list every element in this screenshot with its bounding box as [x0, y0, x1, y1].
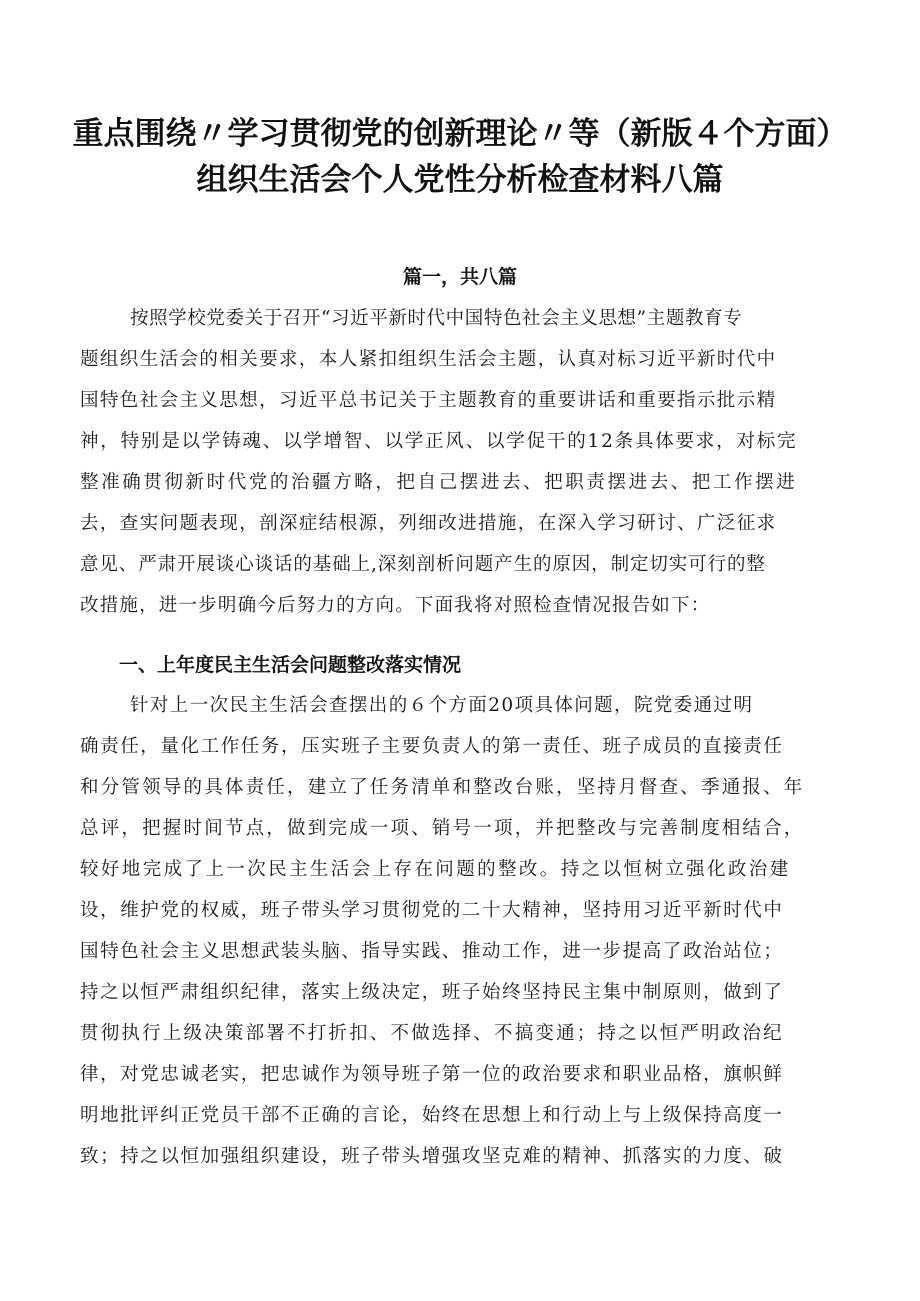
paragraph-1-line: 按照学校党委关于召开“习近平新时代中国特色社会主义思想”主题教育专 — [130, 308, 743, 329]
paragraph-2-line: 和分管领导的具体责任，建立了任务清单和整改台账，坚持月督查、季通报、年 — [80, 777, 805, 798]
document-title-line-1: 重点围绕〃学习贯彻党的创新理论〃等（新版４个方面） — [72, 116, 848, 152]
paragraph-1-line: 改措施，进一步明确今后努力的方向。下面我将对照检查情况报告如下： — [80, 595, 711, 616]
paragraph-2-line: 设，维护党的权威，班子带头学习贯彻党的二十大精神，坚持用习近平新时代中 — [80, 900, 784, 921]
paragraph-2-line: 确责任，量化工作任务，压实班子主要负责人的第一责任、班子成员的直接责任 — [80, 736, 784, 757]
paragraph-1-line: 去，查实问题表现，剖深症结根源，列细改进措施，在深入学习研讨、广泛征求 — [80, 513, 777, 534]
section-heading: 篇一，共八篇 — [402, 266, 517, 288]
paragraph-2-line: 持之以恒严肃组织纪律，落实上级决定，班子始终坚持民主集中制原则，做到了 — [80, 982, 784, 1003]
paragraph-2-line: 国特色社会主义思想武装头脑、指导实践、推动工作，进一步提高了政治站位； — [80, 941, 784, 962]
subheading-1: 一、上年度民主生活会问题整改落实情况 — [119, 654, 462, 676]
paragraph-1-line: 整准确贯彻新时代党的治疆方略，把自己摆进去、把职责摆进去、把工作摆进 — [80, 472, 798, 493]
paragraph-1-line: 题组织生活会的相关要求，本人紧扣组织生活会主题，认真对标习近平新时代中 — [80, 349, 777, 370]
paragraph-1-line: 国特色社会主义思想，习近平总书记关于主题教育的重要讲话和重要指示批示精 — [80, 390, 777, 411]
paragraph-2-line: 针对上一次民主生活会查摆出的６个方面20项具体问题，院党委通过明 — [130, 695, 754, 716]
paragraph-1-line: 神，特别是以学铸魂、以学增智、以学正风、以学促干的12条具体要求，对标完 — [80, 431, 798, 452]
paragraph-1-line: 意见、严肃开展谈心谈话的基础上,深刻剖析问题产生的原因，制定切实可行的整 — [80, 554, 766, 575]
paragraph-2-line: 明地批评纠正党员干部不正确的言论，始终在思想上和行动上与上级保持高度一 — [80, 1105, 784, 1126]
paragraph-2-line: 律，对党忠诚老实，把忠诚作为领导班子第一位的政治要求和职业品格，旗帜鲜 — [80, 1064, 784, 1085]
document-title-line-2: 组织生活会个人党性分析检查材料八篇 — [196, 162, 724, 198]
paragraph-2-line: 贯彻执行上级决策部署不打折扣、不做选择、不搞变通；持之以恒严明政治纪 — [80, 1023, 784, 1044]
paragraph-2-line: 较好地完成了上一次民主生活会上存在问题的整改。持之以恒树立强化政治建 — [80, 859, 791, 880]
paragraph-2-line: 致；持之以恒加强组织建设，班子带头增强攻坚克难的精神、抓落实的力度、破 — [80, 1146, 784, 1167]
paragraph-2-line: 总评，把握时间节点，做到完成一项、销号一项，并把整改与完善制度相结合， — [80, 818, 805, 839]
